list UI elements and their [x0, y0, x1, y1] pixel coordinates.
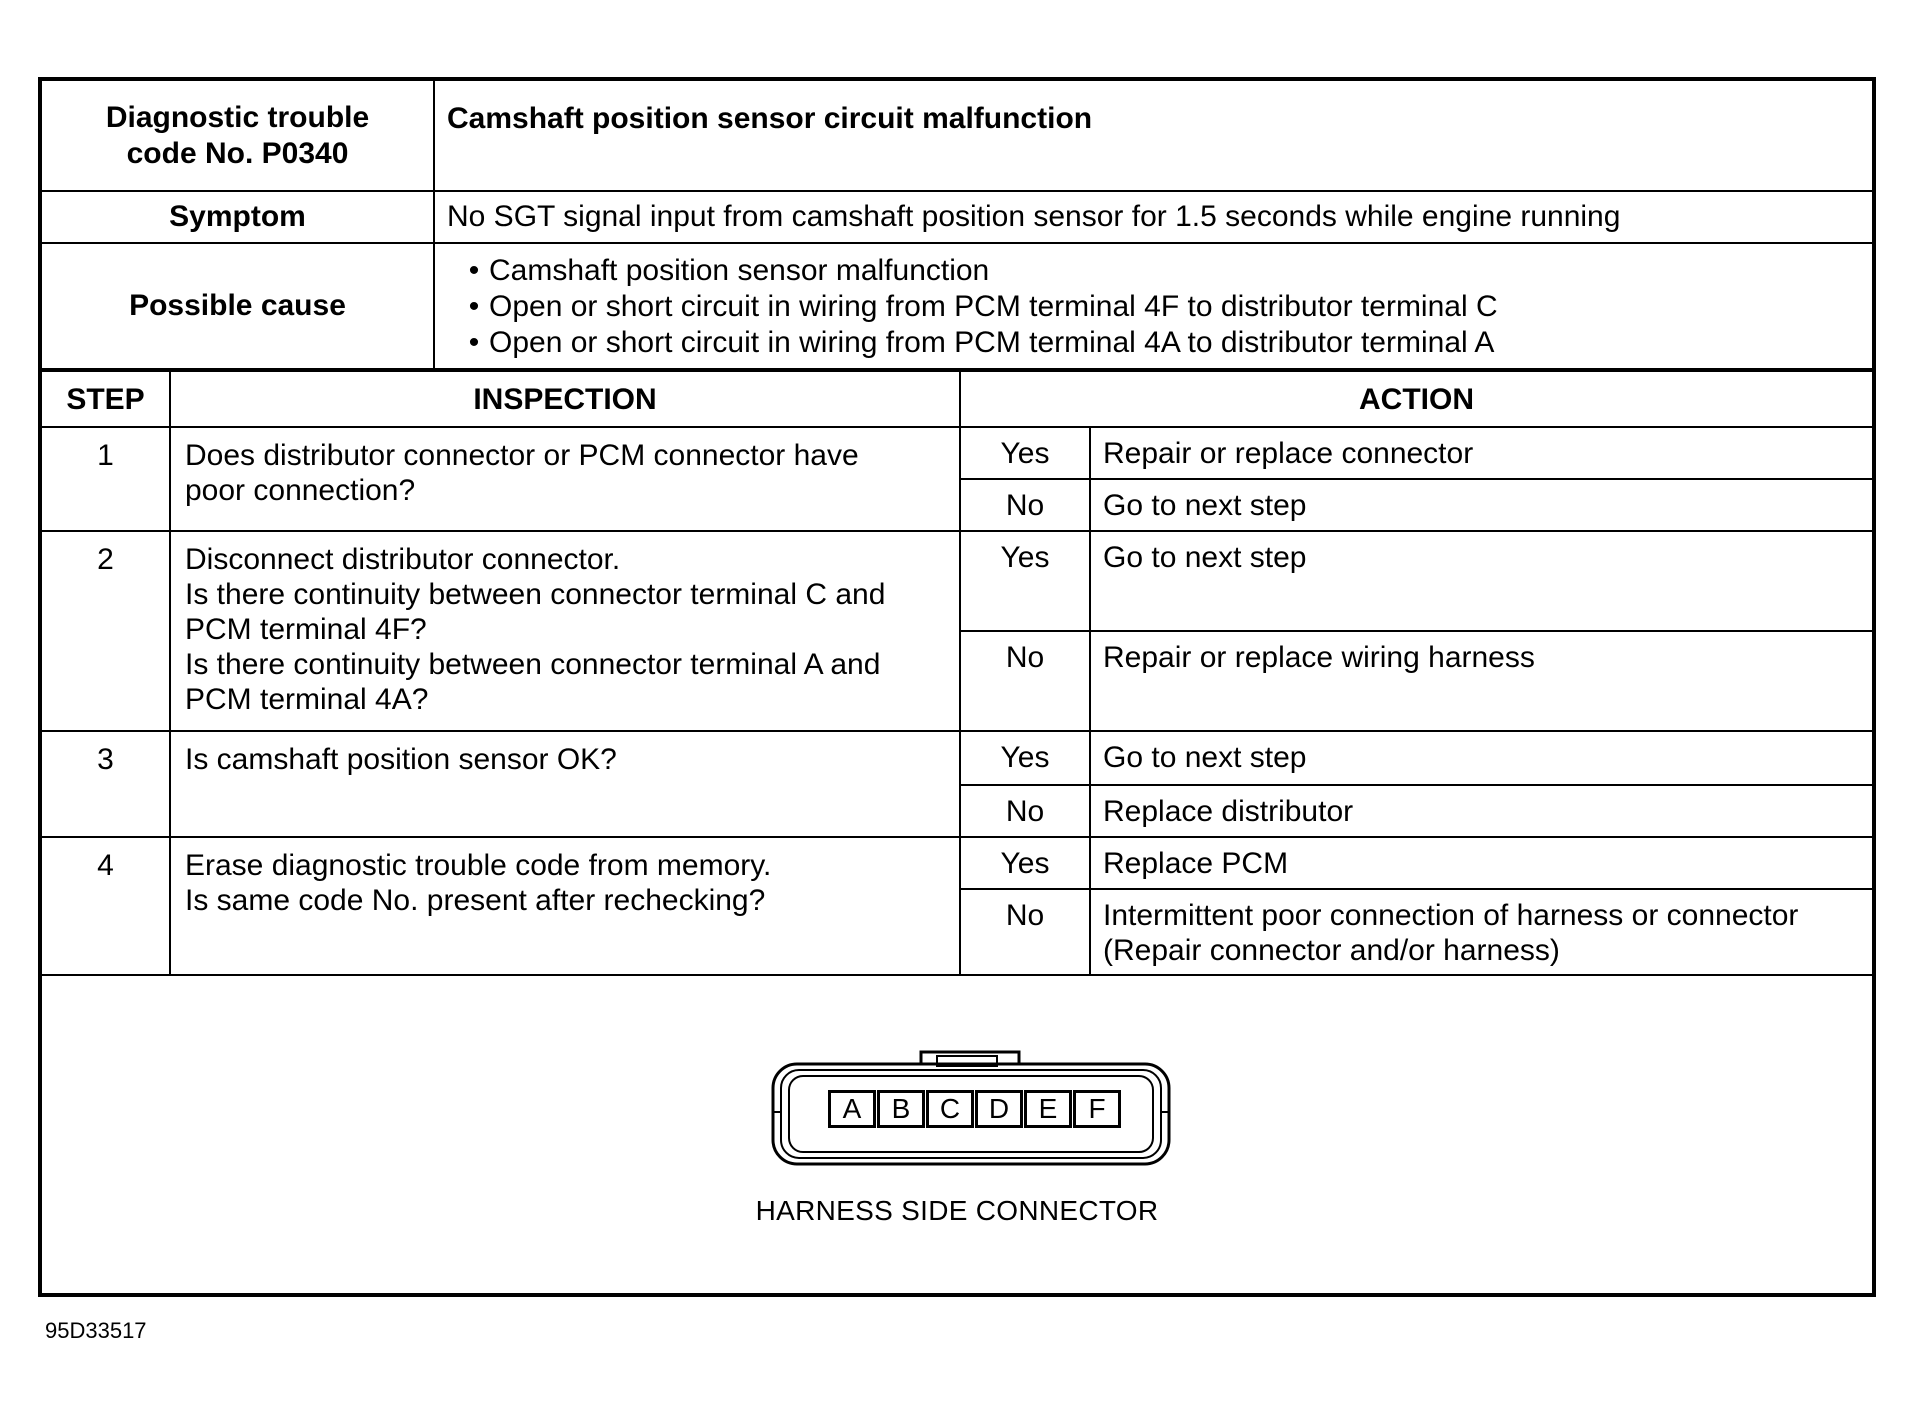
connector-caption: HARNESS SIDE CONNECTOR	[755, 1195, 1159, 1226]
action-line: Replace distributor	[1103, 795, 1354, 828]
connector-pins	[828, 1090, 1122, 1128]
figure-id: 95D33517	[45, 1318, 147, 1343]
step-inspection	[170, 427, 960, 531]
connector-pin: F	[1073, 1090, 1121, 1128]
action-line: Go to next step	[1103, 741, 1307, 774]
no-label: No	[960, 889, 1090, 975]
inspection-line: PCM terminal 4F?	[185, 613, 427, 646]
possible-cause-item: • Open or short circuit in wiring from PCM terminal 4F to distributor terminal C	[459, 289, 1871, 325]
action-line: (Repair connector and/or harness)	[1103, 934, 1560, 967]
no-action	[1090, 631, 1872, 731]
inspection-line: Disconnect distributor connector.	[185, 543, 621, 576]
possible-cause-list	[447, 245, 1871, 367]
step-inspection	[170, 837, 960, 975]
table-row	[42, 731, 1872, 785]
inspection-line: PCM terminal 4A?	[185, 683, 429, 716]
dtc-title: Camshaft position sensor circuit malfunction	[434, 81, 1872, 191]
no-action	[1090, 785, 1872, 837]
possible-cause-list-cell	[434, 243, 1872, 369]
step-number: 2	[42, 531, 170, 731]
column-header-action: ACTION	[960, 371, 1872, 427]
action-line: Repair or replace connector	[1103, 437, 1474, 470]
table-row	[42, 427, 1872, 479]
yes-action	[1090, 531, 1872, 631]
symptom-label: Symptom	[42, 191, 434, 243]
table-row	[42, 531, 1872, 631]
step-inspection	[170, 731, 960, 837]
connector-diagram-area	[42, 985, 1872, 1293]
inspection-line: Is same code No. present after rechecking?	[185, 884, 766, 917]
yes-action	[1090, 837, 1872, 889]
harness-connector-diagram	[771, 1042, 1171, 1167]
column-header-step: STEP	[42, 371, 170, 427]
step-number: 1	[42, 427, 170, 531]
no-action	[1090, 479, 1872, 531]
dtc-label	[42, 81, 434, 191]
connector-pin: E	[1024, 1090, 1072, 1128]
yes-label: Yes	[960, 531, 1090, 631]
connector-pin: C	[926, 1090, 974, 1128]
dtc-label-text: Diagnostic trouble code No. P0340	[105, 100, 370, 170]
yes-label: Yes	[960, 731, 1090, 785]
action-line: Go to next step	[1103, 541, 1307, 574]
inspection-line: Is camshaft position sensor OK?	[185, 743, 617, 776]
no-action	[1090, 889, 1872, 975]
inspection-line: Is there continuity between connector terminal A and	[185, 648, 881, 681]
steps-table	[42, 370, 1872, 976]
symptom-text: No SGT signal input from camshaft position sensor for 1.5 seconds while engine running	[434, 191, 1872, 243]
possible-cause-label: Possible cause	[42, 243, 434, 369]
inspection-line: poor connection?	[185, 474, 416, 507]
no-label: No	[960, 479, 1090, 531]
action-line: Replace PCM	[1103, 847, 1289, 880]
step-inspection	[170, 531, 960, 731]
possible-cause-item: • Open or short circuit in wiring from PCM terminal 4A to distributor terminal A	[459, 325, 1871, 361]
connector-pin: A	[828, 1090, 876, 1128]
possible-cause-item: • Camshaft position sensor malfunction	[459, 253, 1871, 289]
inspection-line: Is there continuity between connector terminal C and	[185, 578, 886, 611]
action-line: Repair or replace wiring harness	[1103, 641, 1535, 674]
yes-action	[1090, 731, 1872, 785]
no-label: No	[960, 785, 1090, 837]
connector-pin: B	[877, 1090, 925, 1128]
diagnostic-sheet	[38, 77, 1876, 1297]
step-number: 4	[42, 837, 170, 975]
dtc-header-table	[42, 81, 1872, 370]
inspection-line: Does distributor connector or PCM connector have	[185, 439, 859, 472]
no-label: No	[960, 631, 1090, 731]
column-header-inspection: INSPECTION	[170, 371, 960, 427]
connector-pin: D	[975, 1090, 1023, 1128]
action-line: Intermittent poor connection of harness or connector	[1103, 899, 1799, 932]
step-number: 3	[42, 731, 170, 837]
inspection-line: Erase diagnostic trouble code from memory.	[185, 849, 772, 882]
yes-label: Yes	[960, 837, 1090, 889]
yes-action	[1090, 427, 1872, 479]
action-line: Go to next step	[1103, 489, 1307, 522]
yes-label: Yes	[960, 427, 1090, 479]
table-row	[42, 837, 1872, 889]
